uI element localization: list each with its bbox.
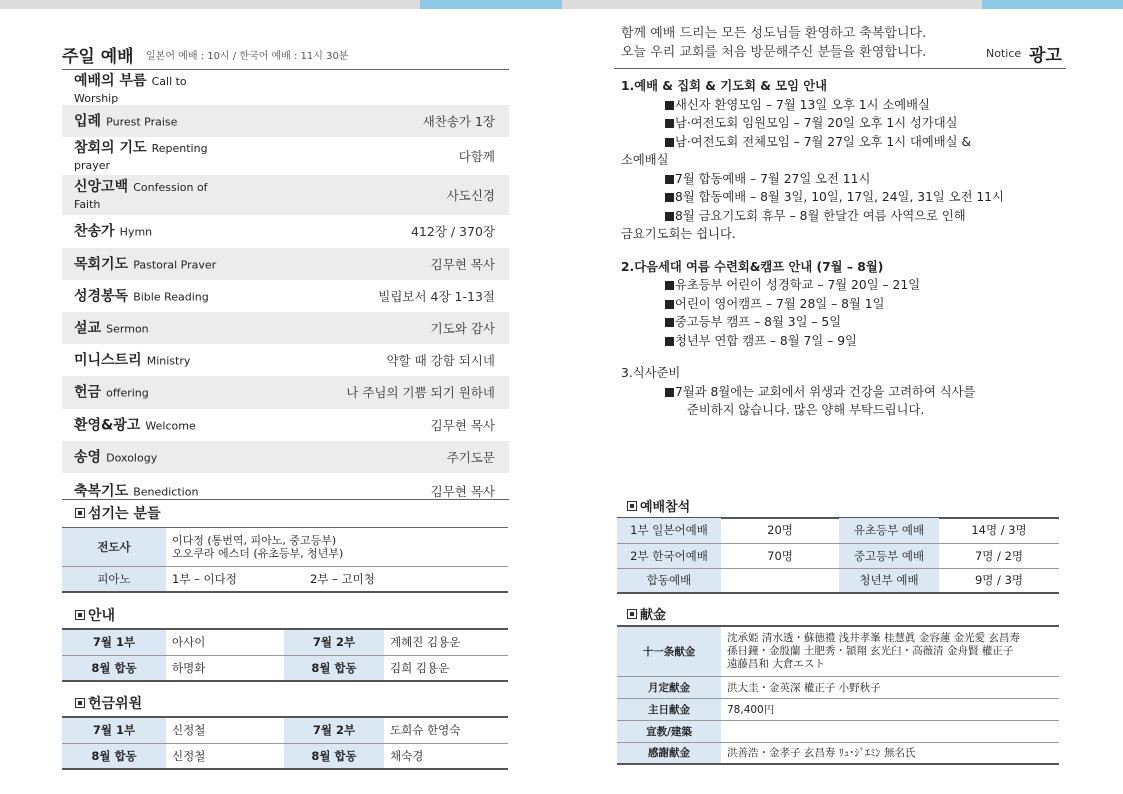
top-bar-left [0,0,420,9]
preacher-line2: 오오쿠라 에스더 (유초등부, 청년부) [172,546,344,560]
notice-item-cont: 소예배실 [621,153,669,167]
welcome-line: 오늘 우리 교회를 처음 방문해주신 분들을 환영합니다. [621,45,927,60]
committee-cell: 신정철 [166,717,284,743]
attendance-cell: 20명 [721,518,839,543]
offering-value [721,626,1059,676]
tithe-line: 孫日鐘・金殷蘭 土肥秀・頴翔 玄光臼・高薇清 金舟賢 權正子 [727,644,1014,657]
notice-item: 7월과 8월에는 교회에서 위생과 건강을 고려하여 식사를 [621,383,1061,402]
committee-cell: 7월 1부 [62,717,166,743]
row-value: 412장 / 370장 [410,224,495,240]
guide-cell: 하명화 [166,655,284,681]
notice-item: 남·여전도회 전체모임 – 7월 27일 오후 1시 대예배실 & [621,133,1061,152]
attendance-cell: 9명 / 3명 [939,568,1059,593]
guide-cell: 계혜진 김용운 [384,629,508,655]
committee-cell: 채숙경 [384,743,508,769]
row-title-en: Call to Worship [74,75,187,106]
bullet-square-icon [665,281,674,290]
worship-row [62,248,509,280]
offering-heading: 献金 [627,604,666,623]
guide-heading: 안내 [75,605,115,625]
attendance-cell [721,568,839,593]
worship-order-list [62,73,509,499]
offering-label: 主日献金 [617,698,721,720]
bullet-square-icon [665,337,674,346]
servers-table [62,528,508,593]
divider [62,499,509,500]
worship-row [62,73,509,105]
table-row [62,566,508,592]
offering-label: 宣教/建築 [617,720,721,742]
worship-row [62,441,509,473]
welcome-line: 함께 예배 드리는 모든 성도님들 환영하고 축복합니다. [621,26,927,41]
notice-item: 청년부 연합 캠프 – 8월 7일 – 9일 [621,332,1061,351]
bullet-square-icon [665,119,674,128]
welcome-message [621,24,926,62]
guide-cell: 8월 합동 [62,655,166,681]
worship-row [62,376,509,408]
table-row [617,568,1059,593]
row-title-ko: 환영&광고 [74,417,141,434]
table-row [617,518,1059,543]
offering-value: 78,400円 [721,698,1059,720]
row-title-ko: 입례 [74,113,102,130]
row-title-ko: 예배의 부름 [74,73,147,90]
attendance-cell: 중고등부 예배 [839,543,939,568]
committee-cell: 도희슈 한영숙 [384,717,508,743]
row-value: 새찬송가 1장 [422,114,495,130]
table-row [62,655,508,681]
row-value: 다함께 [458,149,495,165]
worship-row [62,175,509,215]
worship-row [62,473,509,499]
attendance-cell: 합동예배 [617,568,721,593]
guide-cell: 아사이 [166,629,284,655]
offering-committee-table [62,716,508,770]
row-title-ko: 미니스트리 [74,352,142,369]
piano-first: 1부 – 이다정 [166,566,304,592]
piano-second: 2부 – 고미청 [304,566,508,592]
row-value: 김무현 목사 [430,483,495,499]
servers-heading: 섬기는 분들 [75,503,161,523]
divider [614,68,1066,69]
worship-row [62,215,509,247]
row-title-ko: 축복기도 [74,483,129,499]
piano-label: 피아노 [62,566,166,592]
row-value: 사도신경 [446,188,495,204]
row-title-ko: 목회기도 [74,256,129,273]
row-title-en: Bible Reading [133,290,209,304]
row-title-en: Repenting prayer [74,142,208,173]
notice-item: 8월 금요기도회 휴무 – 8월 한달간 여름 사역으로 인해 [621,207,1061,226]
guide-cell: 7월 2부 [284,629,384,655]
table-row [617,626,1059,676]
worship-title: 주일 예배 [62,47,134,67]
offering-label: 十一条献金 [617,626,721,676]
worship-row [62,409,509,441]
row-value: 주기도문 [446,449,495,465]
row-title-ko: 신앙고백 [74,179,129,196]
offering-table [617,625,1059,765]
row-title-ko: 성경봉독 [74,288,129,305]
checkbox-square-icon [75,610,85,620]
row-value: 빌립보서 4장 1-13절 [378,288,495,304]
table-row [62,629,508,655]
offering-value: 洪大圭・金英深 權正子 小野秋子 [721,676,1059,698]
checkbox-square-icon [75,698,85,708]
notices-body [621,77,1061,420]
notice-item: 7월 합동예배 – 7월 27일 오전 11시 [621,170,1061,189]
committee-cell: 8월 합동 [62,743,166,769]
notice-heading: 2.다음세대 여름 수련회&캠프 안내 (7월 – 8월) [621,259,884,274]
worship-row [62,312,509,344]
committee-cell: 8월 합동 [284,743,384,769]
worship-header [62,40,509,70]
guide-cell: 김희 김용운 [384,655,508,681]
notice-item-cont: 금요기도회는 쉽니다. [621,227,736,241]
row-title-en: Benediction [133,485,199,499]
offering-committee-heading: 헌금위원 [75,693,142,713]
bullet-square-icon [665,101,674,110]
offering-label: 感謝献金 [617,742,721,764]
notice-item: 중고등부 캠프 – 8월 3일 – 5일 [621,313,1061,332]
bullet-square-icon [665,388,674,397]
notice-heading: 1.예배 & 집회 & 기도회 & 모임 안내 [621,79,828,93]
row-title-en: Sermon [106,322,149,336]
table-row [617,676,1059,698]
attendance-cell: 2부 한국어예배 [617,543,721,568]
top-bar-right-accent [982,0,1123,9]
notice-label-en: Notice [986,47,1022,60]
attendance-cell: 70명 [721,543,839,568]
guide-cell: 7월 1부 [62,629,166,655]
table-row [617,742,1059,764]
row-value: 기도와 감사 [430,321,495,337]
table-row [62,528,508,566]
attendance-cell: 7명 / 2명 [939,543,1059,568]
notice-item: 8월 합동예배 – 8월 3일, 10일, 17일, 24일, 31일 오전 11시 [621,188,1061,207]
preacher-label: 전도사 [62,528,166,566]
checkbox-square-icon [627,501,637,511]
attendance-cell: 청년부 예배 [839,568,939,593]
bullet-square-icon [665,300,674,309]
worship-row [62,137,509,175]
table-row [62,743,508,769]
worship-row [62,344,509,376]
row-title-ko: 설교 [74,320,102,337]
bullet-square-icon [665,175,674,184]
row-value: 김무현 목사 [430,417,495,433]
table-row [62,717,508,743]
row-title-en: Pastoral Praver [133,258,217,272]
row-value: 약할 때 강함 되시네 [386,353,495,369]
row-title-en: Ministry [146,354,191,368]
table-row [617,698,1059,720]
committee-cell: 신정철 [166,743,284,769]
row-title-ko: 참회의 기도 [74,140,147,157]
checkbox-square-icon [627,609,637,619]
offering-label: 月定献金 [617,676,721,698]
tithe-line: 遠藤昌和 大倉エスト [727,657,825,670]
notice-heading: 3.식사준비 [621,366,681,380]
offering-value: 洪善浩・金孝子 玄昌寿 ﾘｭ･ｼﾞｴﾐﾝ 無名氏 [721,742,1059,764]
top-bar-left-accent [420,0,562,9]
guide-table [62,628,508,682]
row-title-en: Purest Praise [106,115,178,129]
notice-item: 어린이 영어캠프 – 7월 28일 – 8월 1일 [621,295,1061,314]
row-title-en: Doxology [106,451,158,465]
row-title-en: offering [106,386,149,400]
row-title-en: Hymn [119,225,153,239]
attendance-cell: 유초등부 예배 [839,518,939,543]
attendance-cell: 14명 / 3명 [939,518,1059,543]
notice-item: 유초등부 어린이 성경학교 – 7월 20일 – 21일 [621,276,1061,295]
bullet-square-icon [665,318,674,327]
notice-title: 광고 [1029,46,1062,66]
offering-value [721,720,1059,742]
row-value: 김무현 목사 [430,256,495,272]
worship-times: 일본어 예배 : 10시 / 한국어 예배 : 11시 30분 [146,51,349,62]
bullet-square-icon [665,212,674,221]
row-title-ko: 찬송가 [74,223,115,240]
bullet-square-icon [665,138,674,147]
row-title-en: Confession of Faith [74,181,208,212]
row-title-ko: 송영 [74,449,102,466]
committee-cell: 7월 2부 [284,717,384,743]
notice-item-cont: 준비하지 않습니다. 많은 양해 부탁드립니다. [687,403,925,417]
guide-cell: 8월 합동 [284,655,384,681]
row-value: 나 주님의 기쁨 되기 원하네 [346,385,495,401]
tithe-line: 沈承姫 清水透・蘇徳禮 浅井孝峯 桂慧眞 金容蓮 金光愛 玄昌寿 [727,631,1021,644]
attendance-heading: 예배참석 [627,496,690,515]
bullet-square-icon [665,193,674,202]
attendance-table [617,518,1059,594]
table-row [617,720,1059,742]
notice-item: 남·여전도회 임원모임 – 7월 20일 오후 1시 성가대실 [621,114,1061,133]
worship-row [62,280,509,312]
notice-item: 새신자 환영모임 – 7월 13일 오후 1시 소예배실 [621,96,1061,115]
top-bar-right [562,0,982,9]
row-title-ko: 헌금 [74,384,102,401]
attendance-cell: 1부 일본어예배 [617,518,721,543]
preacher-line1: 이다정 (통번역, 피아노, 중고등부) [172,533,337,547]
preacher-value [166,528,508,566]
worship-row [62,105,509,137]
table-row [617,543,1059,568]
row-title-en: Welcome [145,419,196,433]
checkbox-square-icon [75,508,85,518]
